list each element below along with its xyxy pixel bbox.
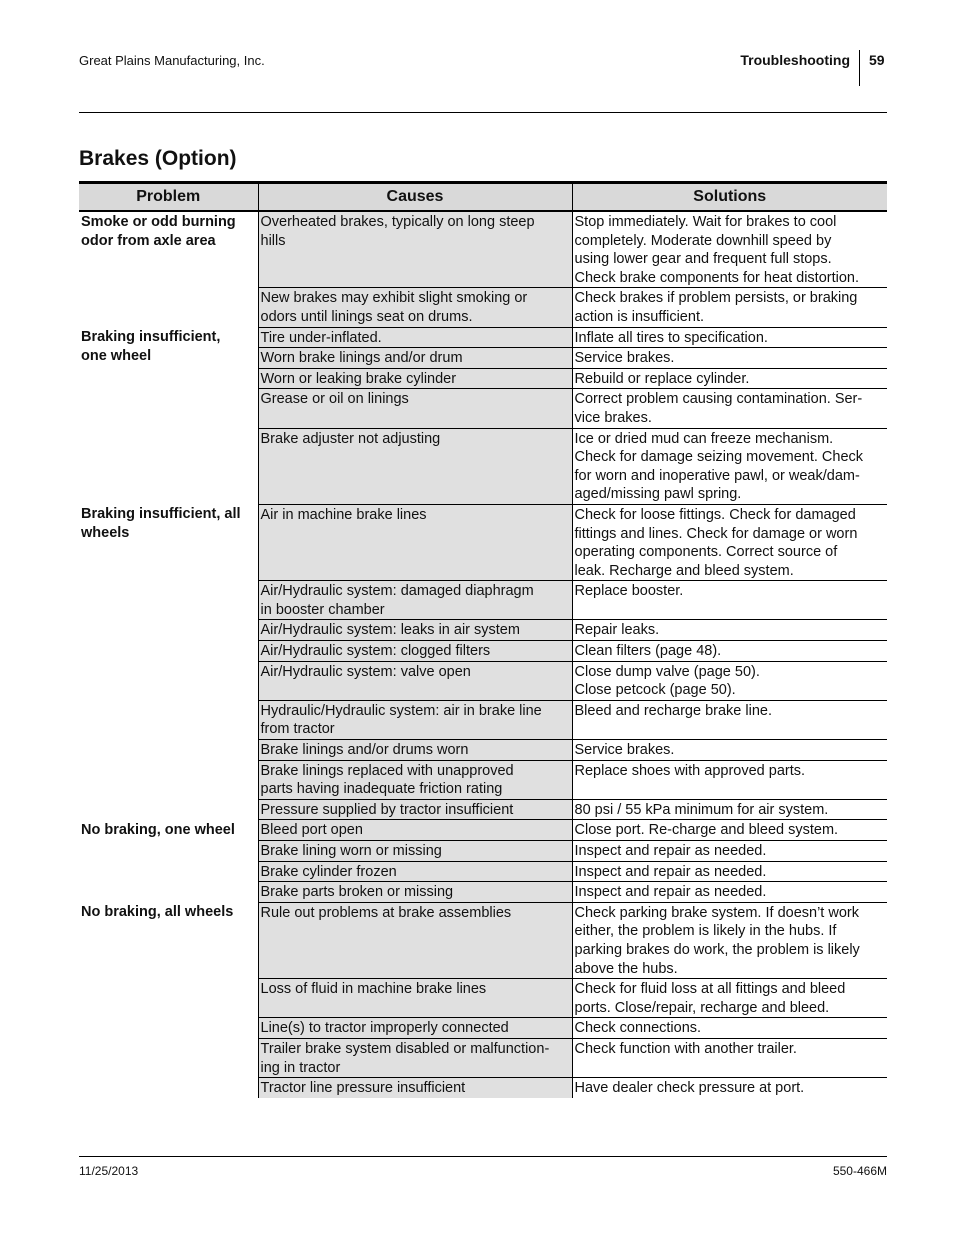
cause-cell (258, 979, 572, 1018)
cause-cell (258, 1038, 572, 1077)
troubleshooting-table-container (79, 181, 887, 1098)
cause-cell (258, 368, 572, 389)
solution-cell (572, 1018, 887, 1039)
solution-text: Replace shoes with approved parts. (574, 762, 806, 779)
cause-cell (258, 581, 572, 620)
header-rule (79, 112, 887, 113)
solution-text: Inspect and repair as needed. (574, 843, 767, 859)
problem-cell (79, 820, 258, 902)
solution-cell (572, 368, 887, 389)
solution-cell (572, 841, 887, 862)
cause-text: Air/Hydraulic system: clogged filters (260, 643, 491, 660)
solution-text: Service brakes. (574, 742, 675, 759)
solution-cell (572, 1038, 887, 1077)
problem-text: one wheel (81, 347, 152, 364)
cause-text: Worn brake linings and/or drum (260, 350, 463, 367)
solution-cell (572, 428, 887, 504)
solution-cell (572, 902, 887, 978)
solution-text: Check for damage seizing movement. Check (574, 449, 864, 466)
solution-text: action is insufficient. (574, 308, 704, 325)
table-row (79, 820, 887, 841)
solution-cell (572, 581, 887, 620)
cause-cell (258, 760, 572, 799)
cause-cell (258, 288, 572, 327)
solution-text: using lower gear and frequent full stops. (574, 251, 832, 268)
cause-text: in booster chamber (260, 601, 385, 618)
company-name: Great Plains Manufacturing, Inc. (79, 53, 265, 68)
solution-cell (572, 1078, 887, 1098)
cause-text: Hydraulic/Hydraulic system: air in brake line (260, 702, 542, 719)
cause-cell (258, 389, 572, 428)
cause-cell (258, 348, 572, 369)
solution-text: Correct problem causing contamination. Ser- (574, 391, 863, 408)
solution-text: parking brakes do work, the problem is likely (574, 941, 860, 958)
cause-text: Trailer brake system disabled or malfunction- (260, 1040, 550, 1057)
footer-doc-number: 550-466M (832, 1164, 887, 1178)
solution-text: completely. Moderate downhill speed by (574, 232, 832, 249)
solution-text: Close petcock (page 50). (574, 682, 736, 699)
solution-cell (572, 288, 887, 327)
solution-text: Check for fluid loss at all fittings and bleed (574, 981, 846, 998)
cause-cell (258, 641, 572, 662)
solution-text: Clean filters (page 48). (574, 643, 722, 660)
solution-cell (572, 700, 887, 739)
problem-text: No braking, all wheels (81, 904, 234, 921)
solution-text: Check parking brake system. If doesn’t work (574, 904, 859, 921)
cause-text: Tractor line pressure insufficient (260, 1080, 466, 1097)
header-problem: Problem (79, 183, 258, 212)
solution-text: ports. Close/repair, recharge and bleed. (574, 999, 830, 1016)
cause-cell (258, 882, 572, 903)
solution-text: Ice or dried mud can freeze mechanism. (574, 430, 834, 447)
solution-text: Inspect and repair as needed. (574, 863, 767, 880)
cause-cell (258, 841, 572, 862)
solution-text: above the hubs. (574, 960, 678, 977)
table-row (79, 902, 887, 978)
cause-text: Pressure supplied by tractor insufficient (260, 801, 514, 818)
solution-text: Close port. Re-charge and bleed system. (574, 822, 839, 839)
solution-text: Check connections. (574, 1020, 702, 1037)
troubleshooting-table (79, 181, 887, 1098)
cause-cell (258, 1018, 572, 1039)
header-solutions: Solutions (572, 183, 887, 212)
problem-cell (79, 211, 258, 327)
cause-text: Tire under-inflated. (260, 329, 382, 346)
solution-text: Have dealer check pressure at port. (574, 1080, 805, 1097)
page-title: Brakes (Option) (79, 147, 237, 170)
cause-cell (258, 211, 572, 288)
cause-cell (258, 902, 572, 978)
cause-cell (258, 504, 572, 580)
table-body (79, 211, 887, 1098)
cause-text: Worn or leaking brake cylinder (260, 370, 457, 387)
problem-text: odor from axle area (81, 232, 216, 249)
section-name: Troubleshooting (740, 52, 850, 68)
solution-cell (572, 740, 887, 761)
cause-cell (258, 620, 572, 641)
solution-text: Check for loose fittings. Check for damaged (574, 506, 856, 523)
problem-text: No braking, one wheel (81, 821, 235, 838)
solution-text: operating components. Correct source of (574, 544, 838, 561)
cause-text: ing in tractor (260, 1059, 341, 1076)
cause-text: Brake linings and/or drums worn (260, 742, 469, 759)
cause-text: Brake linings replaced with unapproved (260, 762, 514, 779)
cause-text: Brake lining worn or missing (260, 843, 442, 859)
header-divider (859, 50, 860, 86)
solution-text: Close dump valve (page 50). (574, 663, 760, 680)
table-row (79, 211, 887, 288)
cause-text: Brake parts broken or missing (260, 884, 454, 901)
solution-cell (572, 760, 887, 799)
cause-text: Air/Hydraulic system: valve open (260, 663, 471, 680)
problem-text: Braking insufficient, all (81, 506, 241, 523)
solution-text: Replace booster. (574, 583, 684, 600)
solution-text: Inspect and repair as needed. (574, 884, 767, 901)
cause-text: Overheated brakes, typically on long steep (260, 214, 535, 230)
page-number: 59 (869, 52, 885, 68)
solution-cell (572, 348, 887, 369)
solution-cell (572, 504, 887, 580)
solution-cell (572, 861, 887, 882)
solution-cell (572, 327, 887, 348)
solution-text: Repair leaks. (574, 622, 660, 639)
problem-cell (79, 504, 258, 820)
solution-text: 80 psi / 55 kPa minimum for air system. (574, 801, 829, 818)
solution-text: Bleed and recharge brake line. (574, 702, 772, 719)
cause-text: Air in machine brake lines (260, 506, 427, 523)
table-row (79, 327, 887, 348)
solution-cell (572, 661, 887, 700)
solution-cell (572, 620, 887, 641)
cause-text: parts having inadequate friction rating (260, 781, 503, 798)
solution-text: Stop immediately. Wait for brakes to cool (574, 214, 837, 230)
cause-cell (258, 1078, 572, 1098)
cause-text: Bleed port open (260, 822, 363, 839)
solution-cell (572, 882, 887, 903)
problem-cell (79, 327, 258, 504)
cause-cell (258, 327, 572, 348)
cause-text: Air/Hydraulic system: leaks in air system (260, 622, 520, 639)
cause-cell (258, 661, 572, 700)
solution-text: Check function with another trailer. (574, 1040, 797, 1057)
solution-cell (572, 389, 887, 428)
cause-cell (258, 700, 572, 739)
solution-text: vice brakes. (574, 409, 652, 426)
cause-text: Loss of fluid in machine brake lines (260, 981, 487, 998)
cause-cell (258, 740, 572, 761)
table-header-row (79, 183, 887, 212)
footer-date: 11/25/2013 (79, 1164, 139, 1178)
solution-cell (572, 641, 887, 662)
problem-text: wheels (81, 525, 130, 541)
cause-cell (258, 820, 572, 841)
solution-cell (572, 799, 887, 820)
solution-text: Service brakes. (574, 350, 675, 367)
solution-cell (572, 211, 887, 288)
cause-text: odors until linings seat on drums. (260, 308, 473, 325)
solution-text: Rebuild or replace cylinder. (574, 370, 750, 387)
footer-rule (79, 1156, 887, 1157)
solution-text: for worn and inoperative pawl, or weak/dam- (574, 467, 860, 484)
cause-text: hills (260, 232, 286, 249)
cause-text: Grease or oil on linings (260, 391, 409, 408)
cause-text: New brakes may exhibit slight smoking or (260, 290, 528, 307)
solution-text: Inflate all tires to specification. (574, 329, 768, 346)
cause-text: Brake adjuster not adjusting (260, 430, 441, 447)
cause-text: Rule out problems at brake assemblies (260, 904, 512, 921)
header-causes: Causes (258, 183, 572, 212)
solution-text: leak. Recharge and bleed system. (574, 562, 794, 579)
problem-text: Smoke or odd burning (81, 214, 236, 230)
solution-cell (572, 820, 887, 841)
solution-text: either, the problem is likely in the hubs. If (574, 923, 837, 940)
solution-text: aged/missing pawl spring. (574, 486, 742, 503)
cause-text: Line(s) to tractor improperly connected (260, 1020, 509, 1037)
cause-cell (258, 861, 572, 882)
solution-cell (572, 979, 887, 1018)
problem-cell (79, 902, 258, 1097)
cause-text: Air/Hydraulic system: damaged diaphragm (260, 583, 534, 600)
solution-text: fittings and lines. Check for damage or worn (574, 525, 858, 542)
cause-text: Brake cylinder frozen (260, 863, 397, 880)
solution-text: Check brake components for heat distortion. (574, 269, 860, 286)
problem-text: Braking insufficient, (81, 329, 221, 346)
cause-cell (258, 428, 572, 504)
cause-text: from tractor (260, 721, 335, 738)
table-row (79, 504, 887, 580)
cause-cell (258, 799, 572, 820)
solution-text: Check brakes if problem persists, or braking (574, 290, 858, 307)
